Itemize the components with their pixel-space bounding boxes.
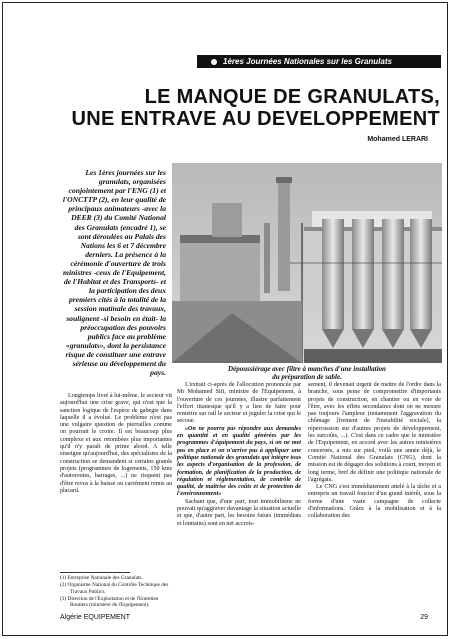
- article-photo: [172, 163, 442, 363]
- col1-paragraph: Longtemps livré à lui-même, le secteur vit aujourd'hui une crise grave, qui n'est que la sanction logique de l'espèce de gabegie dans laquelle il a évolué. Le problème n'est pas une vulgaire question de pierrailles comme on pourrait le croire. Il est beaucoup plus complexe et aux retombées plus importantes qu'il n'y paraît de prime abord. A telle enseigne qu'aujourd'hui, des spécialistes de la construction se demandent si certains grands projets (programmes de logements, 150 kms d'autoroutes, barrages, ...) ne risquent pas d'être revus à la baisse ou carrément remis au placard.: [60, 393, 172, 494]
- caption-line-1: Dépoussiérage avec filtre à manches d'une installation: [228, 365, 386, 373]
- photo-caption: [172, 365, 442, 381]
- body-column-2: [177, 382, 301, 528]
- industrial-plant-image: [172, 163, 442, 363]
- footnote-divider: [60, 572, 130, 573]
- footnote-1: (1) Entreprise Nationale des Granulats.: [60, 575, 143, 581]
- page-number: 29: [420, 614, 428, 621]
- footnote-2: (2) Organisme National du Contrôle Technique des Travaux Publics.: [60, 582, 169, 595]
- col2-paragraph-2: Sachant que, d'une part, tout immobilisme ne pouvait qu'aggraver davantage la situation actuelle et que, d'autre part, les besoins futurs (immédiats et lointains) sont en net accrois-: [177, 498, 301, 527]
- lead-paragraph: Les 1ères journées sur les granulats, organisées conjointement par l'ENG (1) et l'ONCTTP (2), en leur qualité de principaux animateurs -avec la DEER (3) du Comité National des Granulats (encadré 1), se sont déroulées au Palais des Nations les 6 et 7 décembre derniers. La présence à la cérémonie d'ouverture de trois ministres -ceux de l'Equipement, de l'Habitat et des Transports- et la participation des deux premiers cités à la totalité de la session matinale des travaux, soulignent -si besoin en était- la préoccupation des pouvoirs publics face au problème «granulats», dont la persistance risque de constituer une entrave sérieuse au développement du pays.: [62, 168, 166, 378]
- title-line-2: UNE ENTRAVE AU DEVELOPPEMENT: [71, 108, 440, 130]
- col3-paragraph-2: Le CNG s'est immédiatement attelé à la tâche et a entrepris un travail foncier d'un grand intérêt, sous la forme d'une vaste campagne de collecte d'informations. Grâce à la mobilisation et à la collaboration des: [308, 484, 441, 520]
- author-name: Mohamed LERARI: [367, 136, 428, 143]
- caption-line-2: du préparation de sable.: [272, 373, 342, 381]
- footnote-3: (3) Direction de l'Exploitation et de l'Entretien Routiers (ministère de l'Equipement).: [60, 595, 159, 609]
- publication-name: Algérie EQUIPEMENT: [60, 614, 131, 621]
- minister-quote: «On ne pourra pas répondre aux demandes en quantité et en qualité générées par les programmes d'équipement du pays, si on ne met pas en place et on n'arrive pas à appliquer une politique nationale des granulats qui intègre tous les aspects d'organisation de la profession, de formation, de planification de la production, de régulation et réglementation, de contrôle de qualité, de maîtrise des coûts et de protection de l'environnement»: [177, 425, 301, 498]
- article-title: [40, 86, 440, 130]
- title-line-1: LE MANQUE DE GRANULATS,: [144, 86, 440, 108]
- body-column-3: [308, 382, 441, 521]
- col3-paragraph-1: sement, il devenait urgent de mettre de l'ordre dans la branche, sous peine de compromettre d'importants projets de construction, en chantier ou en voie de l'être, avec les effets secondaires dont on ne mesure pas toujours l'ampleur (notamment l'aggravation du chômage [freinent de l'instabilité sociale], la répercussion sur d'autres projets de développement, les surcoûts, ...). C'est dans ce cadre que le ministère de l'Equipement, en accord avec les autres ministères concernés, a mis sur pied, voilà une année déjà, le Comité National des Granulats (CNG), dont la mission est de dégager des solutions à court, moyen et long terme, bref de définir une politique nationale de l'agrégats.: [308, 382, 441, 483]
- section-header-text: 1ères Journées Nationales sur les Granulats: [223, 57, 392, 66]
- body-column-1: [60, 393, 172, 495]
- footnotes: [60, 575, 172, 609]
- section-header-banner: [197, 55, 441, 68]
- bullet-icon: [211, 59, 217, 65]
- col2-paragraph-1: L'extrait ci-après de l'allocution prononcée par Mr Mohamed Sifi, ministre de l'Equipement, à l'ouverture de ces journées, illustre parfaitement l'effort titanesque qu'il y a lieu de faire pour remettre sur rail le secteur et juguler la crise qui le secoue.: [177, 382, 301, 425]
